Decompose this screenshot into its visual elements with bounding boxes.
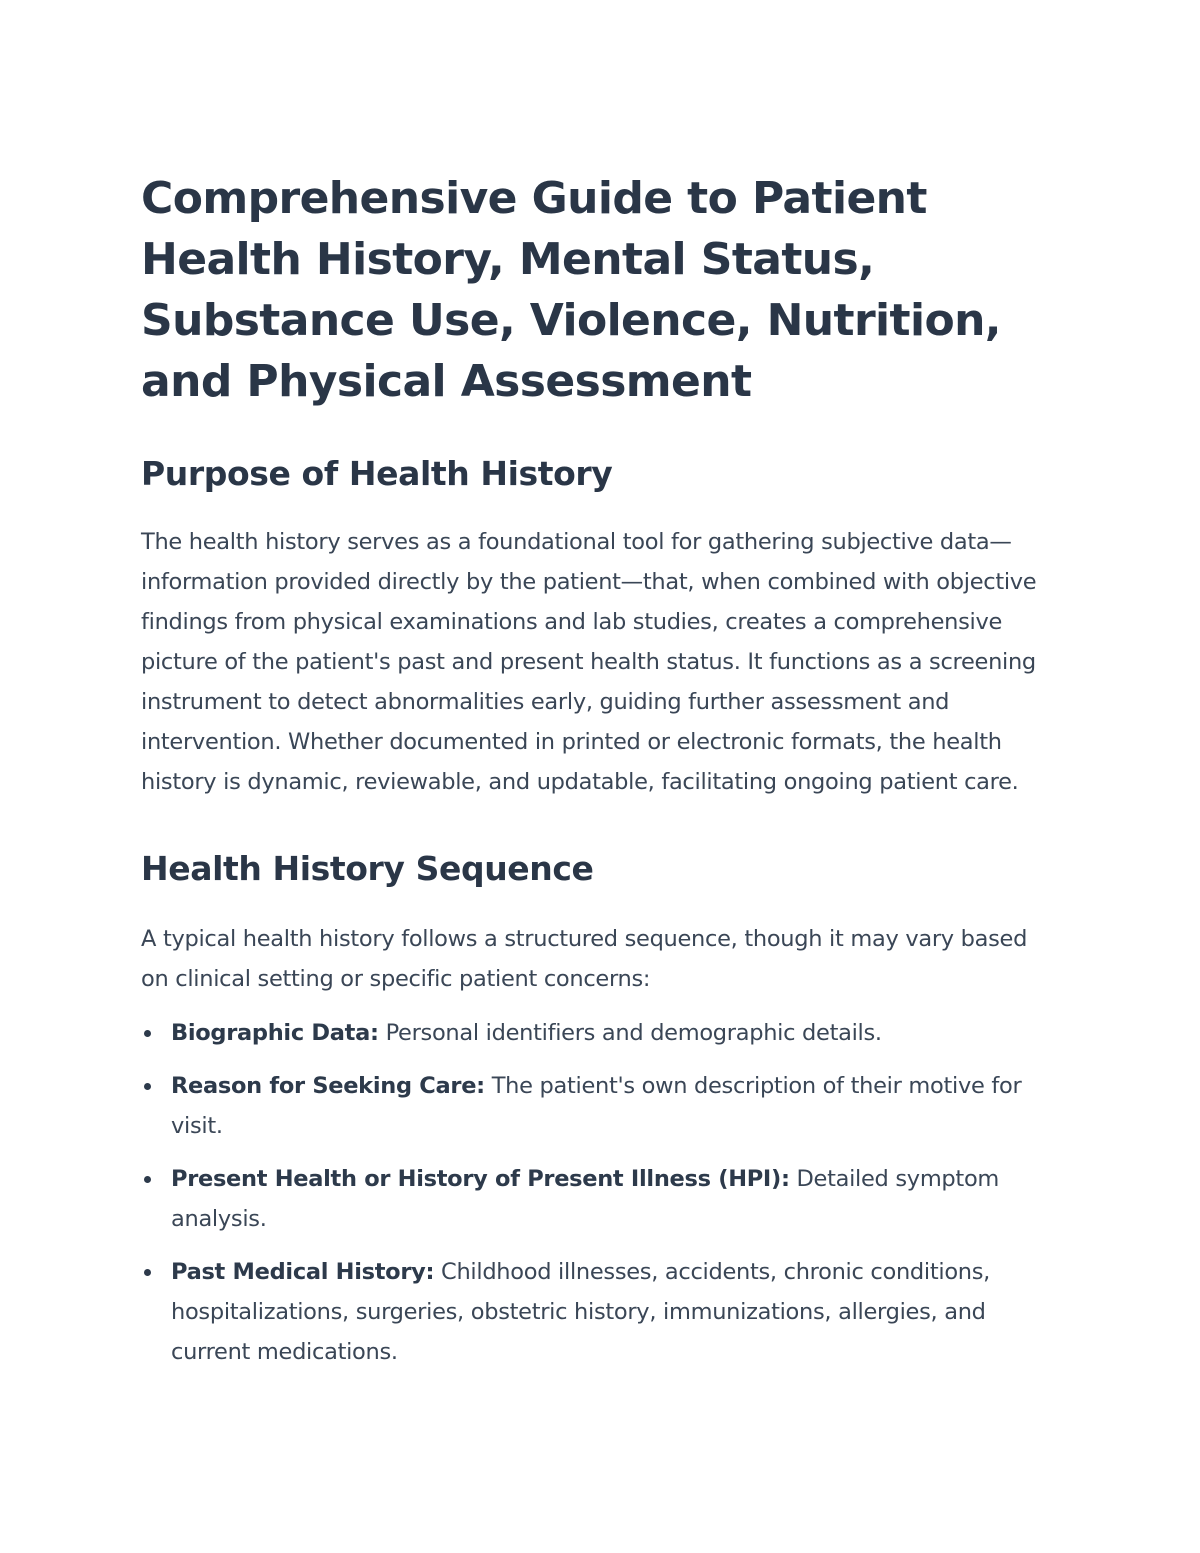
bullet-icon — [144, 1176, 151, 1183]
list-item — [141, 1159, 1060, 1239]
list-item-text: Childhood illnesses, accidents, chronic conditions, hospitalizations, surgeries, obstetric history, immunizations, allergies, and current medications. — [171, 1259, 991, 1365]
sequence-list — [141, 1013, 1060, 1372]
bullet-icon — [144, 1083, 151, 1090]
list-item-term: Past Medical History: — [171, 1259, 435, 1285]
section-paragraph-purpose: The health history serves as a foundational tool for gathering subjective data—information provided directly by the patient—that, when combined with objective findings from physical examinations and lab studies, creates a comprehensive picture of the patient's past and present health status. It functions as a screening instrument to detect abnormalities early, guiding further assessment and intervention. Whether documented in printed or electronic formats, the health history is dynamic, reviewable, and updatable, facilitating ongoing patient care. — [141, 529, 1037, 795]
list-item-term: Reason for Seeking Care: — [171, 1073, 485, 1099]
list-item-term: Biographic Data: — [171, 1020, 379, 1046]
list-item — [141, 1013, 1060, 1053]
list-item-term: Present Health or History of Present Illness (HPI): — [171, 1166, 790, 1192]
bullet-icon — [144, 1030, 151, 1037]
bullet-icon — [144, 1269, 151, 1276]
document-title: Comprehensive Guide to Patient Health History, Mental Status, Substance Use, Violence, Nutrition, and Physical Assessment — [141, 173, 1001, 407]
section-paragraph-sequence: A typical health history follows a structured sequence, though it may vary based on clinical setting or specific patient concerns: — [141, 926, 1028, 992]
section-heading-purpose: Purpose of Health History — [141, 454, 613, 493]
section-heading-sequence: Health History Sequence — [141, 849, 594, 888]
list-item-text: Detailed symptom analysis. — [171, 1166, 1000, 1232]
list-item-text: The patient's own description of their motive for visit. — [171, 1073, 1022, 1139]
list-item — [141, 1066, 1060, 1146]
list-item-text: Personal identifiers and demographic details. — [378, 1020, 882, 1046]
list-item — [141, 1252, 1060, 1372]
